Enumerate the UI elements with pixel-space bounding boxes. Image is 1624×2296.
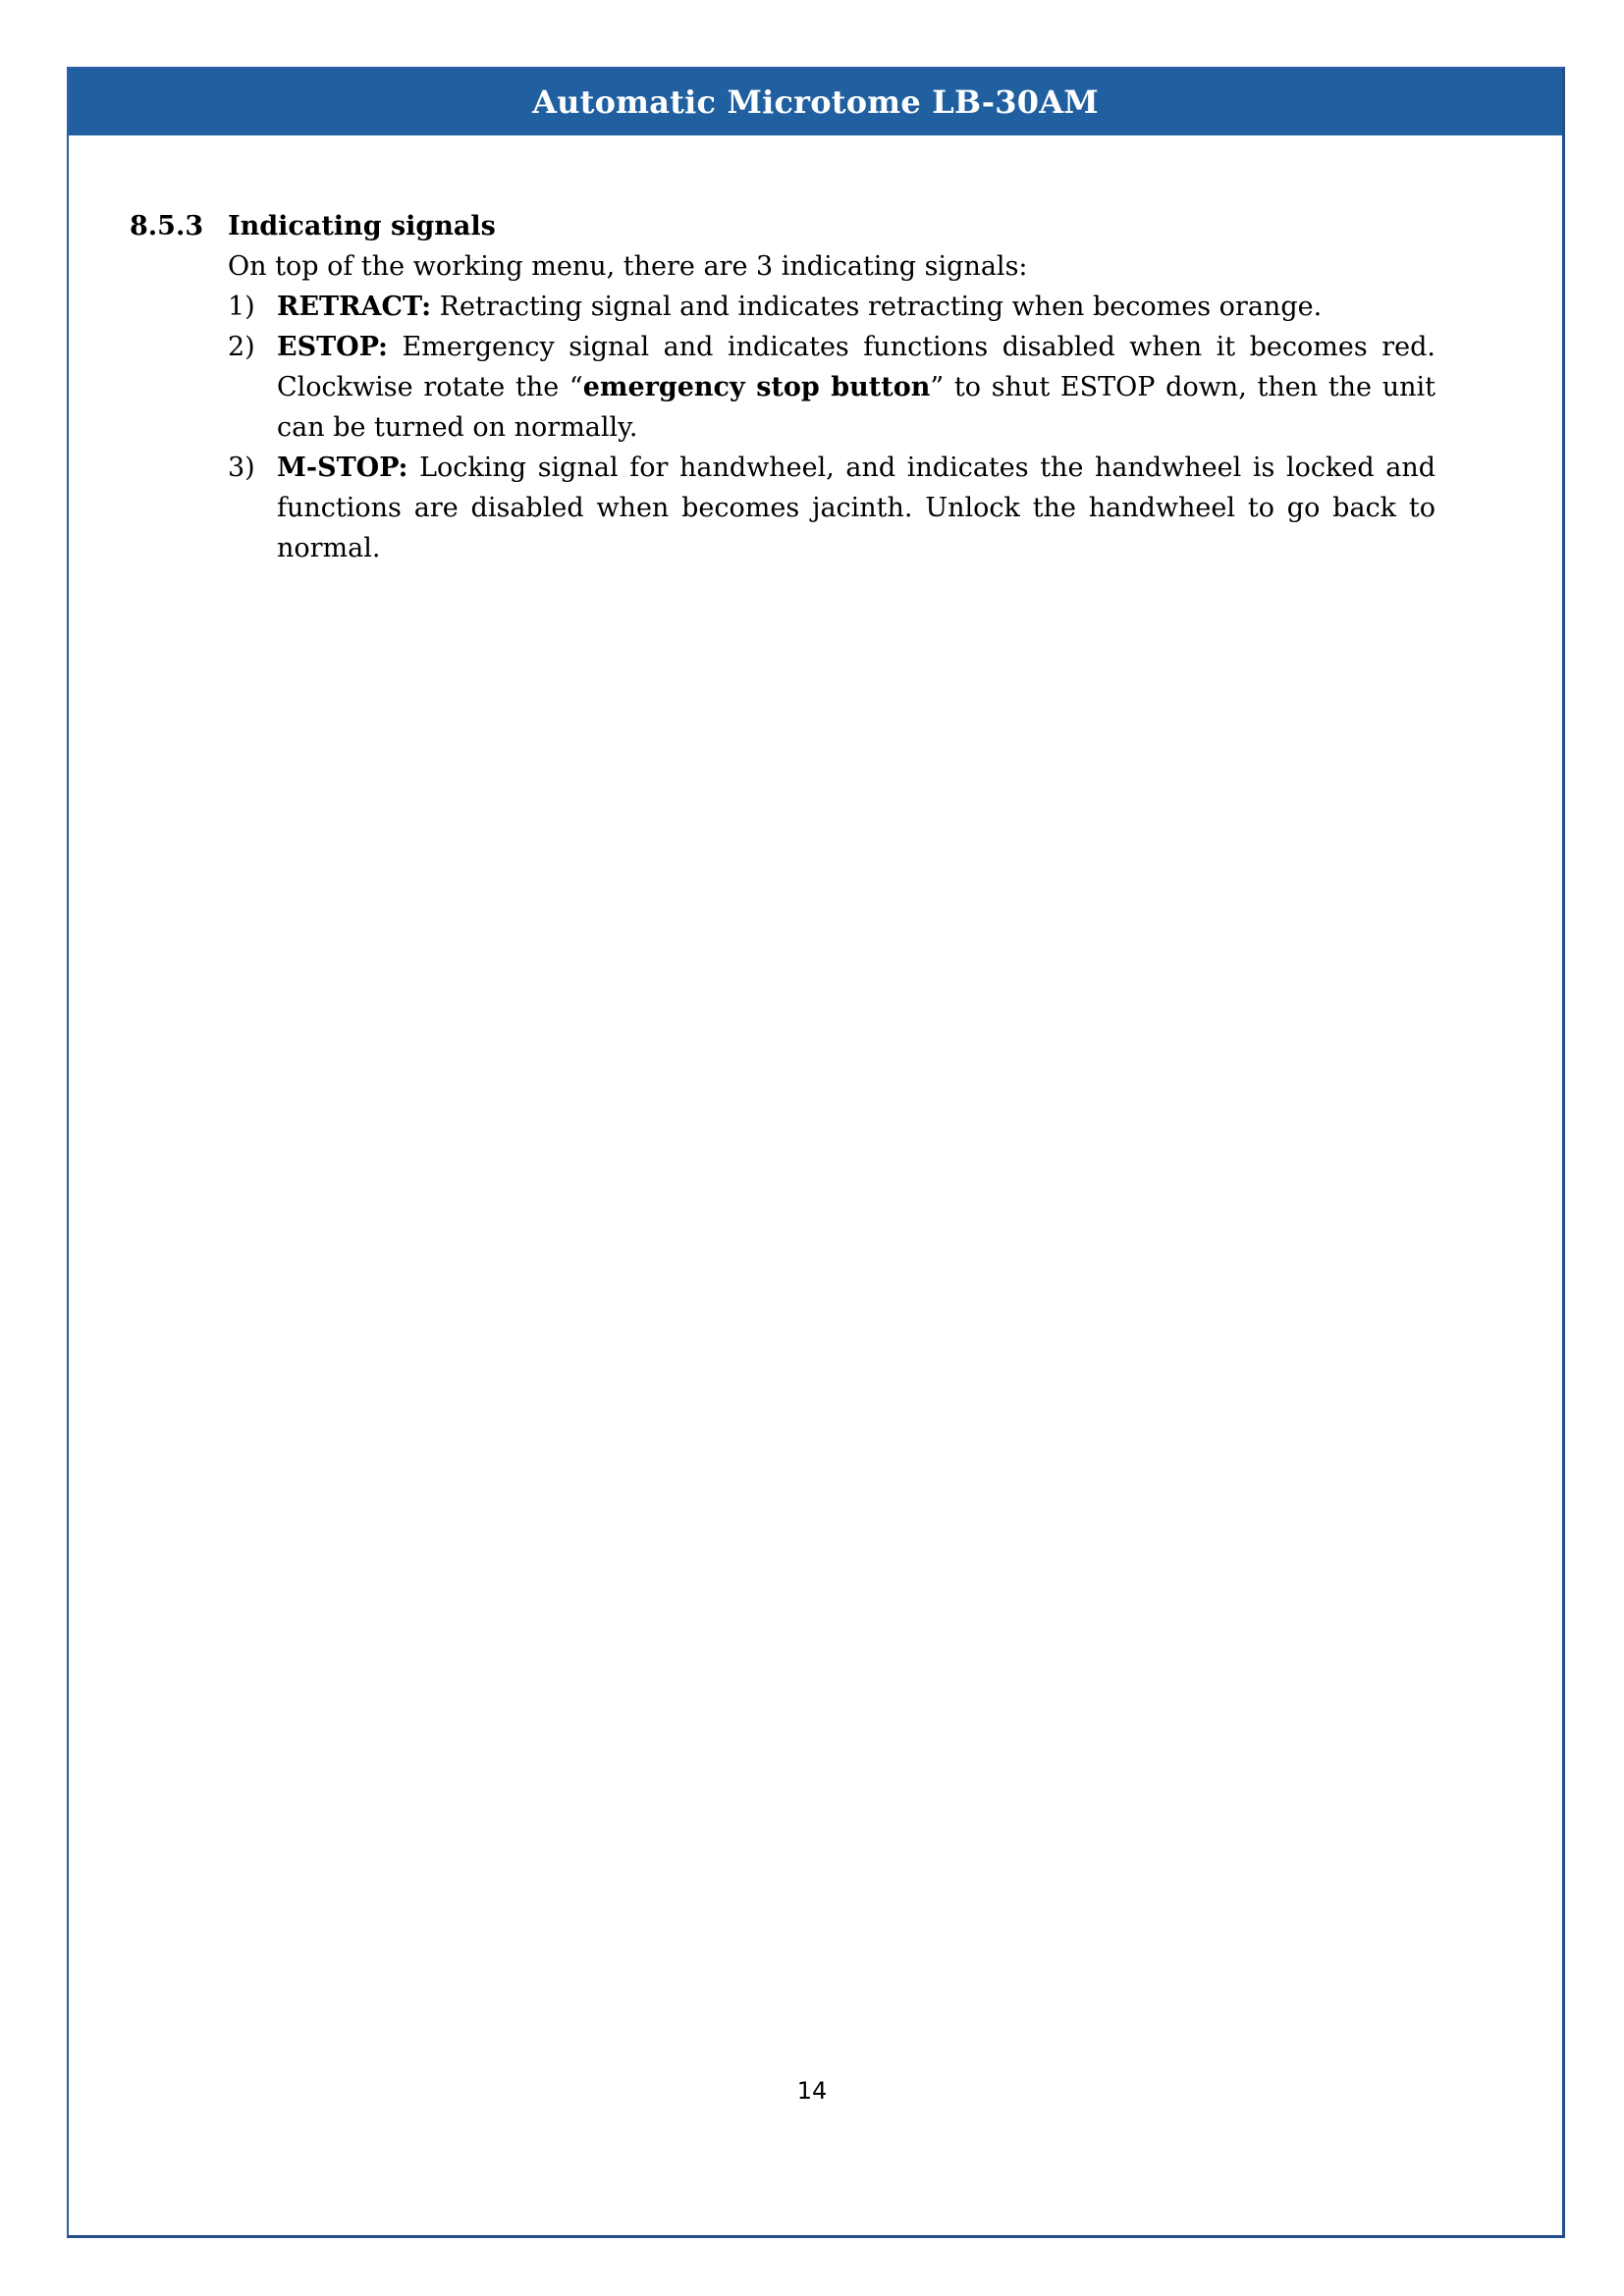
signal-name-retract: RETRACT: [277,292,432,322]
emergency-stop-button-term: emergency stop button [582,372,931,402]
signal-description-mstop: Locking signal for handwheel, and indicates the handwheel is locked and functions are disabled when becomes jacinth. Unlock the handwheel to go back to normal. [277,453,1435,563]
signal-name-estop: ESTOP: [277,332,388,362]
section-heading [130,206,1435,246]
list-item-retract [130,287,1435,327]
signal-description-retract: Retracting signal and indicates retracting when becomes orange. [431,292,1323,322]
signal-list [130,287,1435,568]
document-title: Automatic Microtome LB-30AM [532,83,1099,121]
signal-name-mstop: M-STOP: [277,453,408,483]
signal-description-estop-start: Emergency signal and indicates functions disabled when it becomes red. Clockwise rotate the “ [277,332,1435,402]
signal-description-estop-end: ” to shut ESTOP down, then the unit can be turned on normally. [277,372,1436,443]
header-bar [69,69,1562,135]
list-item-mstop [130,448,1435,568]
list-item-number: 2) [228,332,255,362]
section-intro: On top of the working menu, there are 3 indicating signals: [228,251,1028,282]
list-item-text [277,327,1435,448]
list-item-number: 3) [228,453,255,483]
page-number: 14 [796,2077,828,2105]
list-item-estop [130,327,1435,448]
section-indicating-signals [130,206,1435,568]
section-number: 8.5.3 [130,211,204,241]
list-item-text [277,448,1435,568]
list-item-number: 1) [228,292,255,322]
section-title: Indicating signals [228,211,496,241]
list-item-text [277,287,1435,327]
